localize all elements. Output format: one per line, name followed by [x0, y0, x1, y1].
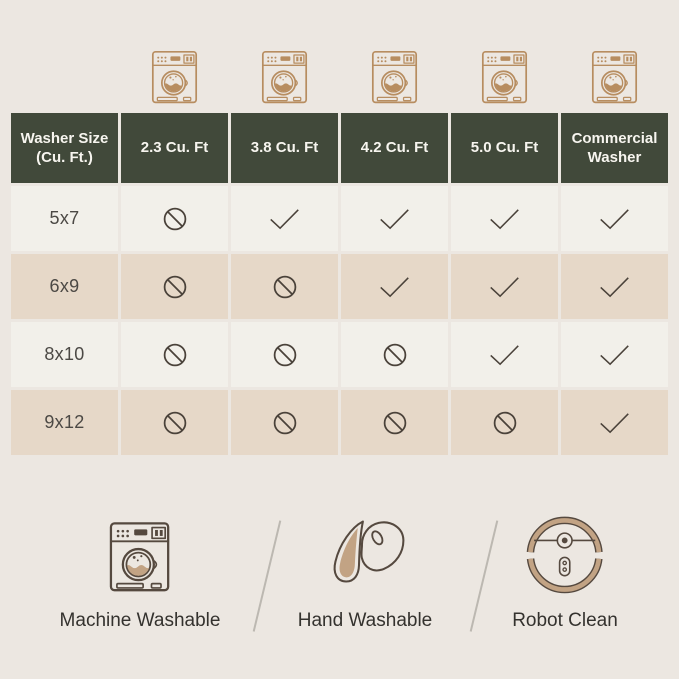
- compatibility-table: [11, 113, 668, 455]
- legend-icon-slot: [526, 513, 605, 595]
- legend-icon-slot: [317, 513, 413, 595]
- washer-icon-cell: [261, 50, 308, 106]
- check-icon: [378, 275, 411, 299]
- table-header-cell: Commercial Washer: [561, 113, 668, 183]
- compatible-cell: [341, 186, 448, 251]
- legend-item-robot-clean: [512, 513, 618, 632]
- prohibited-icon: [272, 342, 298, 368]
- legend-item-machine-washable: [60, 513, 221, 632]
- washing-machine-icon: [591, 50, 638, 106]
- check-icon: [598, 411, 631, 435]
- legend-label: Hand Washable: [297, 610, 433, 631]
- check-icon: [598, 343, 631, 367]
- hand-wash-icon: [317, 515, 413, 595]
- divider-line: [253, 520, 281, 631]
- washing-machine-icon: [371, 50, 418, 106]
- row-label: 9x12: [11, 390, 118, 455]
- check-icon: [488, 207, 521, 231]
- not-compatible-cell: [121, 322, 228, 387]
- prohibited-icon: [162, 274, 188, 300]
- row-label: 8x10: [11, 322, 118, 387]
- table-header-cell: 3.8 Cu. Ft: [231, 113, 338, 183]
- compatible-cell: [231, 186, 338, 251]
- not-compatible-cell: [121, 390, 228, 455]
- legend-label: Robot Clean: [512, 610, 618, 631]
- divider-line: [470, 520, 498, 631]
- prohibited-icon: [272, 410, 298, 436]
- prohibited-icon: [162, 410, 188, 436]
- washing-machine-icon: [151, 50, 198, 106]
- check-icon: [488, 275, 521, 299]
- washing-machine-icon: [481, 50, 528, 106]
- not-compatible-cell: [121, 254, 228, 319]
- washer-icon-cell: [371, 50, 418, 106]
- prohibited-icon: [272, 274, 298, 300]
- compatible-cell: [341, 254, 448, 319]
- compatible-cell: [561, 186, 668, 251]
- table-header-cell: 5.0 Cu. Ft: [451, 113, 558, 183]
- not-compatible-cell: [231, 390, 338, 455]
- compatible-cell: [451, 254, 558, 319]
- row-label: 5x7: [11, 186, 118, 251]
- compatible-cell: [561, 254, 668, 319]
- legend: [0, 513, 679, 668]
- compatible-cell: [451, 186, 558, 251]
- check-icon: [598, 207, 631, 231]
- prohibited-icon: [382, 342, 408, 368]
- check-icon: [378, 207, 411, 231]
- legend-icon-slot: [109, 513, 171, 595]
- washing-machine-icon: [109, 521, 171, 595]
- compatible-cell: [561, 390, 668, 455]
- washing-machine-icon: [261, 50, 308, 106]
- washer-icon-cell: [481, 50, 528, 106]
- compatible-cell: [451, 322, 558, 387]
- legend-label: Machine Washable: [59, 610, 221, 631]
- not-compatible-cell: [231, 322, 338, 387]
- not-compatible-cell: [451, 390, 558, 455]
- prohibited-icon: [162, 342, 188, 368]
- check-icon: [268, 207, 301, 231]
- check-icon: [598, 275, 631, 299]
- table-header-cell: Washer Size (Cu. Ft.): [11, 113, 118, 183]
- table-header-cell: 2.3 Cu. Ft: [121, 113, 228, 183]
- table-header-cell: 4.2 Cu. Ft: [341, 113, 448, 183]
- check-icon: [488, 343, 521, 367]
- not-compatible-cell: [231, 254, 338, 319]
- not-compatible-cell: [341, 322, 448, 387]
- row-label: 6x9: [11, 254, 118, 319]
- prohibited-icon: [492, 410, 518, 436]
- legend-item-hand-washable: [298, 513, 432, 632]
- prohibited-icon: [162, 206, 188, 232]
- compatible-cell: [561, 322, 668, 387]
- washer-icon-row: [11, 0, 668, 106]
- not-compatible-cell: [121, 186, 228, 251]
- washer-icon-cell: [591, 50, 638, 106]
- robot-vacuum-icon: [526, 516, 605, 595]
- washer-icon-cell: [151, 50, 198, 106]
- not-compatible-cell: [341, 390, 448, 455]
- prohibited-icon: [382, 410, 408, 436]
